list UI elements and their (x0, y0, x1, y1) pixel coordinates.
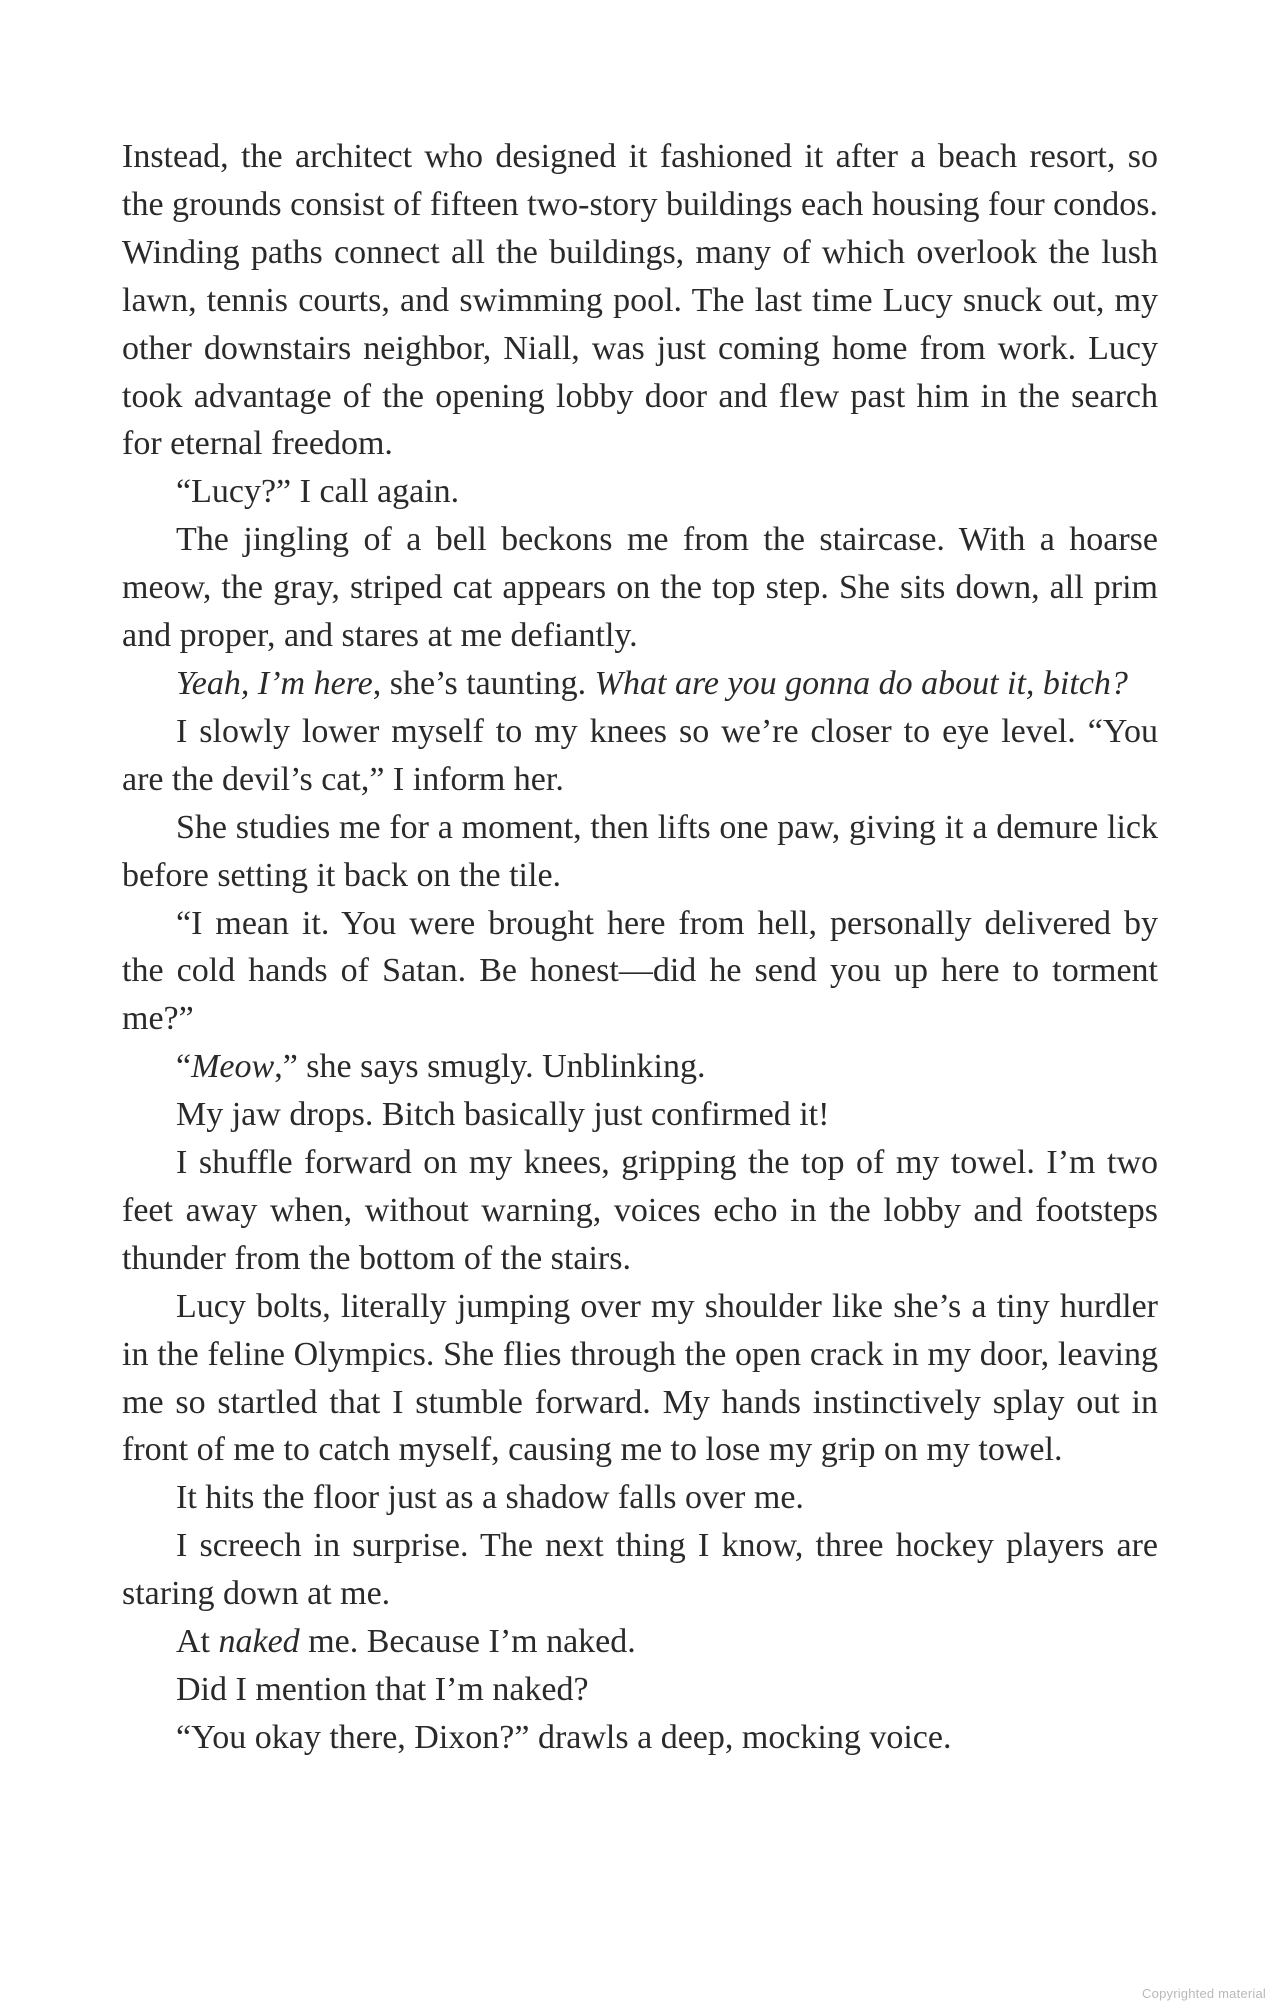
paragraph: I shuffle forward on my knees, gripping the top of my towel. I’m two feet away when, without warning, voices echo in the lobby and footsteps thunder from the bottom of the stairs. (122, 1144, 1158, 1277)
paragraph (122, 1618, 1158, 1666)
italic-text: naked (218, 1623, 300, 1661)
paragraph-text: “ (176, 1048, 192, 1086)
paragraph-text: , she’s taunting. (372, 664, 595, 702)
paragraph: Lucy bolts, literally jumping over my shoulder like she’s a tiny hurdler in the feline Olympics. She flies through the open crack in my door, leaving me so startled that I stumble forward. My hands instinctively splay out in front of me to catch myself, causing me to lose my grip on my towel. (122, 1287, 1158, 1469)
copyright-notice: Copyrighted material (1142, 1986, 1266, 2001)
paragraph: “Lucy?” I call again. (176, 473, 460, 511)
paragraph (122, 1043, 1158, 1091)
body-text (122, 133, 1158, 1762)
paragraph-text: me. Because I’m naked. (299, 1623, 636, 1661)
paragraph: She studies me for a moment, then lifts one paw, giving it a demure lick before setting it back on the tile. (122, 808, 1158, 894)
paragraph: I slowly lower myself to my knees so we’re closer to eye level. “You are the devil’s cat,” I inform her. (122, 712, 1158, 798)
paragraph (122, 660, 1158, 708)
paragraph: “I mean it. You were brought here from hell, personally delivered by the cold hands of Satan. Be honest—did he send you up here to torment me?” (122, 904, 1158, 1038)
paragraph-text: ,” she says smugly. Unblinking. (274, 1048, 706, 1086)
paragraph-text: At (176, 1623, 219, 1661)
italic-text: Meow (191, 1048, 275, 1086)
paragraph: Did I mention that I’m naked? (176, 1671, 589, 1708)
italic-text: What are you gonna do about it, bitch? (594, 664, 1128, 702)
paragraph: “You okay there, Dixon?” drawls a deep, mocking voice. (176, 1718, 952, 1756)
paragraph: I screech in surprise. The next thing I know, three hockey players are staring down at me. (122, 1527, 1158, 1613)
paragraph: Instead, the architect who designed it fashioned it after a beach resort, so the grounds consist of fifteen two-story buildings each housing four condos. Winding paths connect all the buildings, many of which overlook the lush lawn, tennis courts, and swimming pool. The last time Lucy snuck out, my other downstairs neighbor, Niall, was just coming home from work. Lucy took advantage of the opening lobby door and flew past him in the search for eternal freedom. (122, 138, 1158, 463)
paragraph: It hits the floor just as a shadow falls over me. (176, 1479, 804, 1517)
paragraph: The jingling of a bell beckons me from the staircase. With a hoarse meow, the gray, striped cat appears on the top step. She sits down, all prim and proper, and stares at me defiantly. (122, 521, 1158, 655)
italic-text: Yeah, I’m here (176, 664, 373, 702)
paragraph: My jaw drops. Bitch basically just confirmed it! (176, 1096, 830, 1134)
